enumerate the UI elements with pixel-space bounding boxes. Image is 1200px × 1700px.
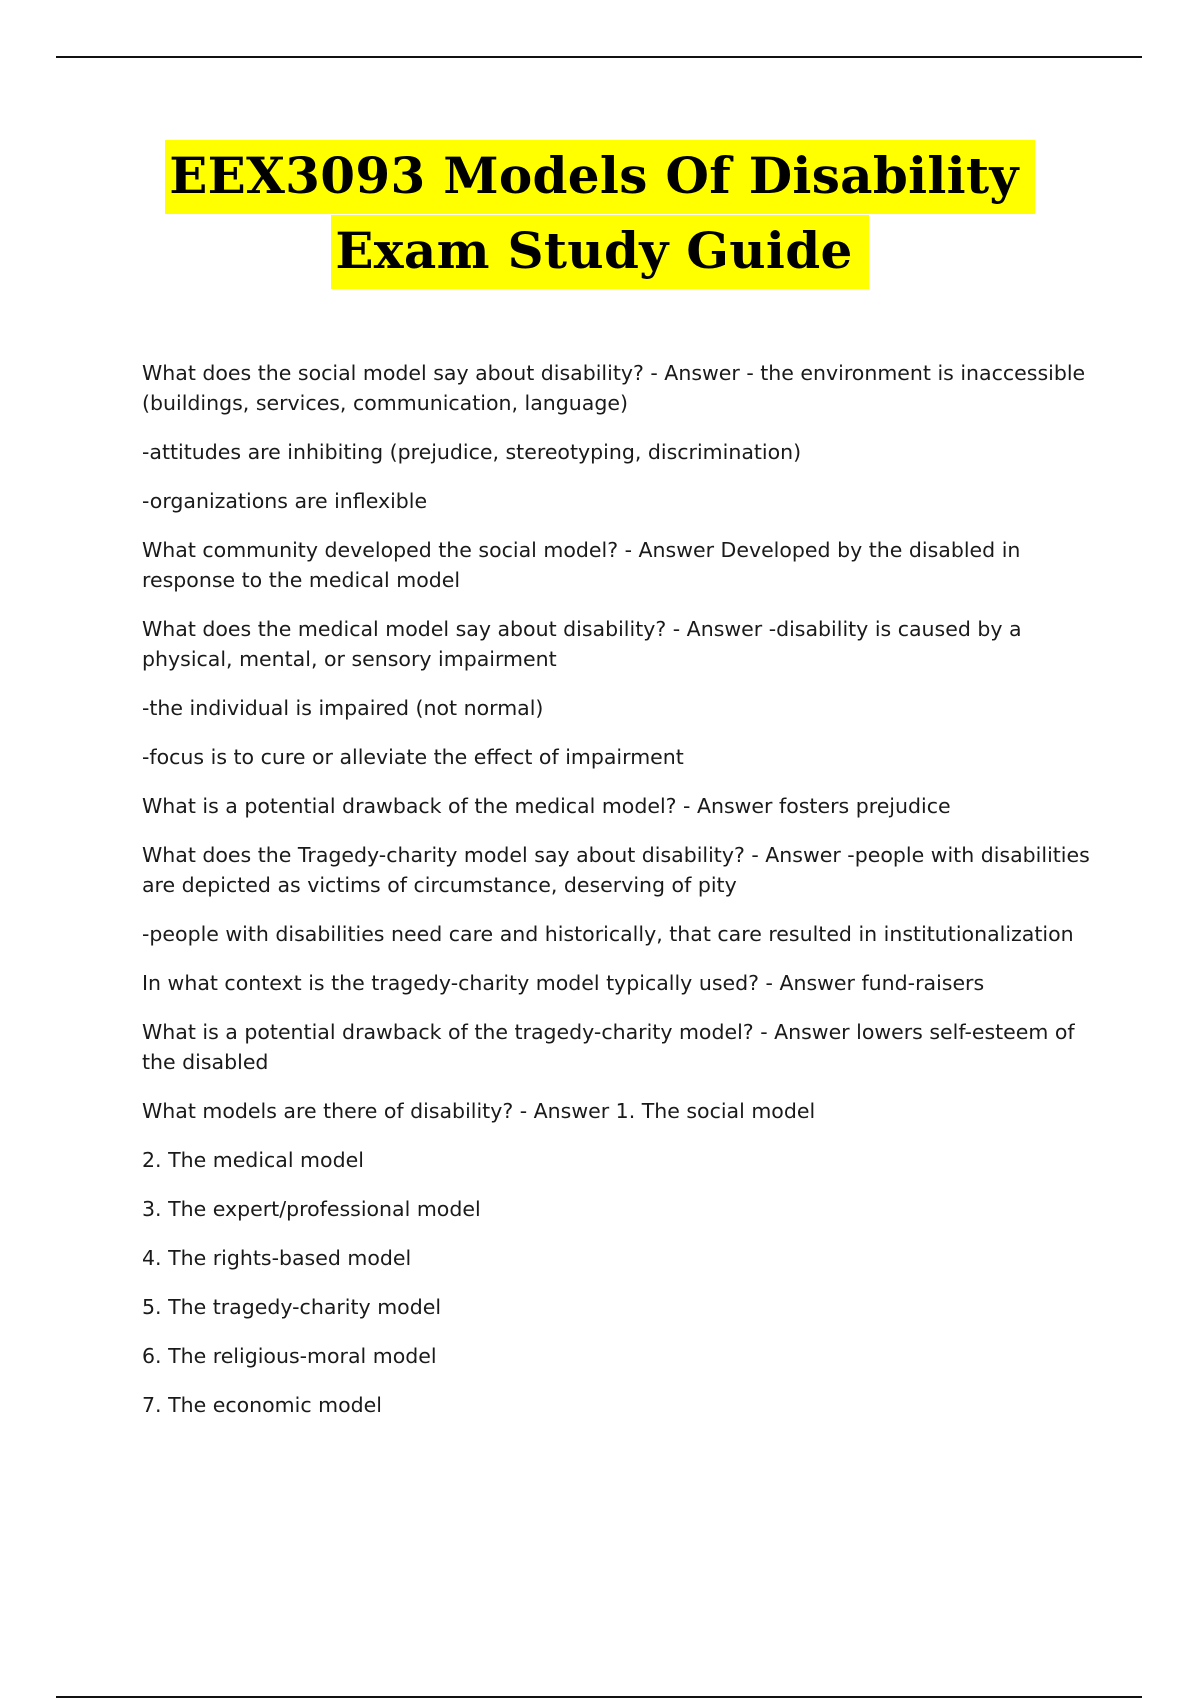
study-guide-content [142,358,1098,1439]
paragraph-community: What community developed the social model? - Answer Developed by the disabled in response to the medical model [142,538,1021,592]
paragraph-tragedy-charity: What does the Tragedy-charity model say about disability? - Answer -people with disabilities are depicted as victims of circumstance, deserving of pity [142,843,1090,897]
paragraph-attitudes: -attitudes are inhibiting (prejudice, stereotyping, discrimination) [142,440,802,464]
title-line-2: Exam Study Guide [331,215,868,289]
paragraph-care: -people with disabilities need care and historically, that care resulted in institutionalization [142,922,1074,946]
bottom-rule [56,1696,1142,1698]
paragraph-medical-drawback: What is a potential drawback of the medical model? - Answer fosters prejudice [142,794,951,818]
title-line-1: EEX3093 Models Of Disability [165,140,1034,214]
paragraph-focus: -focus is to cure or alleviate the effect of impairment [142,745,684,769]
paragraph-models-list-start: What models are there of disability? - Answer 1. The social model [142,1099,816,1123]
list-item: 3. The expert/professional model [142,1197,481,1221]
list-item: 4. The rights-based model [142,1246,412,1270]
top-rule [56,56,1142,58]
list-item: 2. The medical model [142,1148,364,1172]
paragraph-individual: -the individual is impaired (not normal) [142,696,544,720]
paragraph-tragedy-drawback: What is a potential drawback of the tragedy-charity model? - Answer lowers self-esteem of the disabled [142,1020,1075,1074]
list-item: 7. The economic model [142,1393,382,1417]
paragraph-social-model: What does the social model say about disability? - Answer - the environment is inaccessible (buildings, services, communication, language) [142,361,1086,415]
paragraph-context: In what context is the tragedy-charity model typically used? - Answer fund-raisers [142,971,985,995]
paragraph-organizations: -organizations are inflexible [142,489,428,513]
document-title [0,140,1200,290]
list-item: 5. The tragedy-charity model [142,1295,442,1319]
paragraph-medical-model: What does the medical model say about disability? - Answer -disability is caused by a physical, mental, or sensory impairment [142,617,1022,671]
list-item: 6. The religious-moral model [142,1344,437,1368]
